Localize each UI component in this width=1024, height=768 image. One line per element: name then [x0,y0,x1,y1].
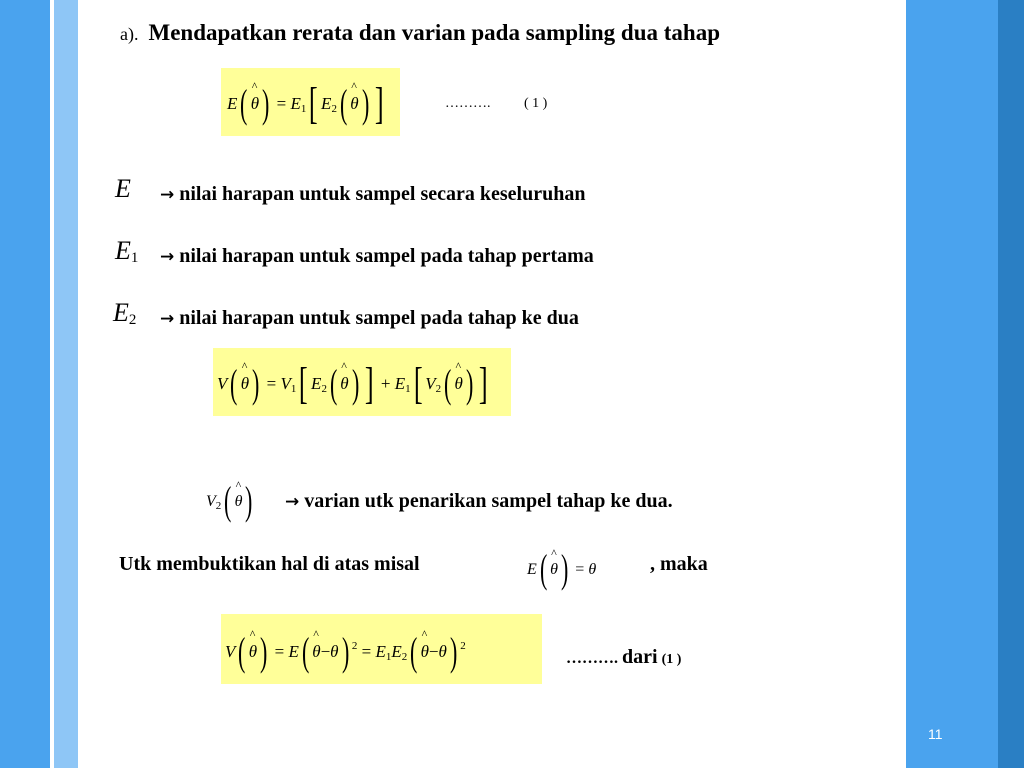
left-band-dark [0,0,50,768]
definition-subscript: 2 [128,312,137,328]
definition-text-e [160,183,585,206]
definition-text: nilai harapan untuk sampel pada tahap pertama [179,245,594,267]
definition-symbol: E [115,174,131,203]
arrow-right-icon: → [285,492,300,512]
definition-text: nilai harapan untuk sampel pada tahap ke dua [179,307,579,329]
equation-variance: V(^ $\theta) = V_1$[ $E_2(\^{}$ θ) ] + $E_1$[ $V_2(\^{}$ θ) ] [217,362,491,406]
v2-symbol: $V_2(\^{}$ θ) [206,481,256,521]
equation-last-word: dari [622,646,658,668]
definition-row-e2 [113,298,136,329]
definition-text-e1 [160,245,594,268]
proof-lead: Utk membuktikan hal di atas misal [119,553,420,575]
heading-title: Mendapatkan rerata dan varian pada sampling dua tahap [148,20,720,45]
equation-1: E(^ $\theta) = E_1$[ $E_2(\^{}$ θ) ] [227,82,387,126]
equation-last-ref: (1 ) [661,652,682,667]
arrow-right-icon: → [160,309,175,329]
equation-last-dots: ………. [566,650,618,667]
definition-subscript: 1 [130,250,139,266]
definition-text: nilai harapan untuk sampel secara keseluruhan [179,183,586,205]
proof-assumption: E(^ θ) = θ [527,549,596,589]
definition-symbol: E [115,236,131,265]
heading-label: a). [120,24,139,44]
equation-1-number: ( 1 ) [524,96,548,111]
proof-tail: , maka [650,553,708,575]
definition-text-e2 [160,307,579,330]
left-band-light [54,0,78,768]
arrow-right-icon: → [160,185,175,205]
definition-symbol: E [113,298,129,327]
arrow-right-icon: → [160,247,175,267]
v2-definition [285,490,673,513]
equation-1-label [445,96,547,112]
equation-1-dots: ………. [445,96,491,111]
definition-row-e [115,174,131,204]
equation-last: V(^ θ) = E(^ θ−θ) $^2 = E_1E_2(\^{}$ θ−θ) $^2$ [225,632,466,672]
v2-definition-text: varian utk penarikan sampel tahap ke dua. [304,490,673,512]
equation-last-label [566,646,681,669]
slide-number: 11 [928,726,943,742]
definition-row-e1 [115,236,138,267]
slide-heading [120,20,720,46]
right-band [906,0,998,768]
right-band-edge [998,0,1024,768]
